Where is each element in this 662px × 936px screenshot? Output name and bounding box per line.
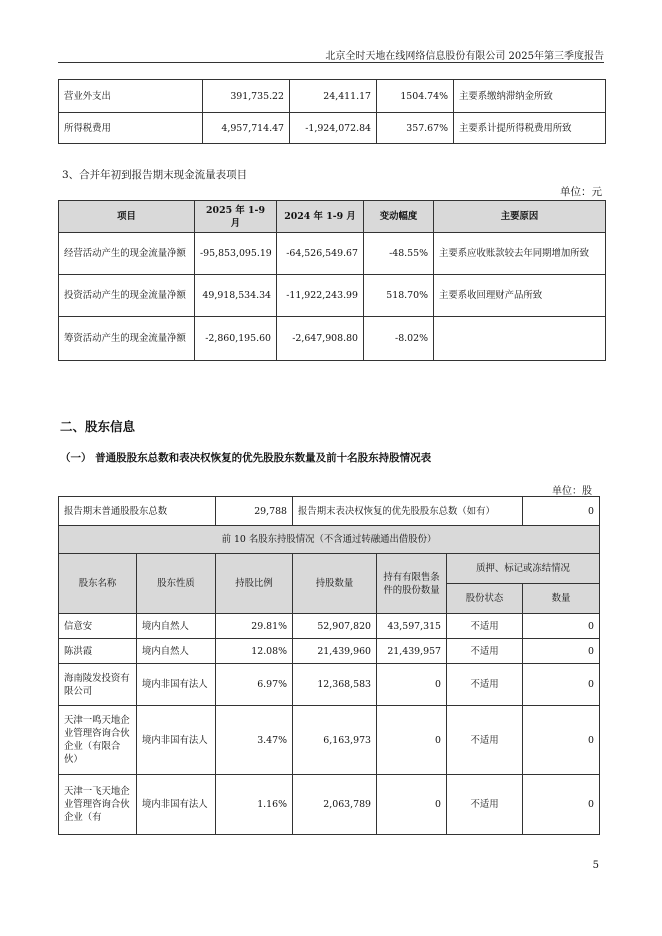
shareholder-ratio: 1.16% (216, 775, 293, 835)
shareholder-restricted: 0 (377, 775, 447, 835)
prior-cell: -1,924,072.84 (290, 113, 377, 144)
table-row (59, 614, 600, 639)
shareholder-name: 海南陵发投资有限公司 (59, 664, 137, 706)
cashflow-unit: 单位：元 (560, 186, 602, 198)
reason-cell: 主要系计提所得税费用所致 (454, 113, 606, 144)
header-cell: 股东性质 (137, 554, 216, 614)
table-row (59, 497, 600, 526)
header-cell: 数量 (523, 584, 600, 614)
current-cell: 4,957,714.47 (203, 113, 290, 144)
item-cell: 营业外支出 (59, 80, 203, 113)
income-items-table (58, 79, 606, 144)
section-heading: 二、股东信息 (60, 419, 136, 434)
current-cell: -2,860,195.60 (195, 317, 277, 361)
table-header-row (59, 201, 606, 233)
shareholder-qty: 21,439,960 (293, 639, 377, 664)
shareholder-nature: 境内自然人 (137, 614, 216, 639)
prior-cell: -2,647,908.80 (277, 317, 364, 361)
shareholder-count: 0 (523, 775, 600, 835)
header-cell: 持有有限售条件的股份数量 (377, 554, 447, 614)
subsection-heading: （一） 普通股股东总数和表决权恢复的优先股股东数量及前十名股东持股情况表 (60, 452, 432, 464)
reason-cell: 主要系缴纳滞纳金所致 (454, 80, 606, 113)
total-shareholders-value: 29,788 (216, 497, 293, 526)
shareholder-restricted: 0 (377, 664, 447, 706)
header-cell: 持股数量 (293, 554, 377, 614)
shareholder-restricted: 0 (377, 706, 447, 775)
shareholder-status: 不适用 (447, 639, 523, 664)
shareholder-qty: 52,907,820 (293, 614, 377, 639)
table-row (59, 233, 606, 275)
shareholder-ratio: 12.08% (216, 639, 293, 664)
header-cell: 主要原因 (434, 201, 606, 233)
shareholder-ratio: 6.97% (216, 664, 293, 706)
shareholder-status: 不适用 (447, 775, 523, 835)
cashflow-section-title: 3、合并年初到报告期末现金流量表项目 (62, 169, 248, 181)
cashflow-table (58, 200, 606, 361)
shareholder-nature: 境内非国有法人 (137, 664, 216, 706)
shareholder-name: 信意安 (59, 614, 137, 639)
shareholder-name: 陈洪霞 (59, 639, 137, 664)
header-cell: 2025 年 1-9 月 (195, 201, 277, 233)
change-cell: -8.02% (364, 317, 434, 361)
shareholder-restricted: 43,597,315 (377, 614, 447, 639)
table-row (59, 706, 600, 775)
prior-cell: 24,411.17 (290, 80, 377, 113)
header-cell: 变动幅度 (364, 201, 434, 233)
change-cell: 357.67% (377, 113, 454, 144)
shareholder-count: 0 (523, 614, 600, 639)
pref-shareholders-value: 0 (523, 497, 600, 526)
shareholder-ratio: 29.81% (216, 614, 293, 639)
current-cell: 391,735.22 (203, 80, 290, 113)
item-cell: 筹资活动产生的现金流量净额 (59, 317, 195, 361)
header-cell: 项目 (59, 201, 195, 233)
shareholder-table (58, 496, 600, 835)
item-cell: 所得税费用 (59, 113, 203, 144)
shareholder-count: 0 (523, 639, 600, 664)
shareholder-name: 天津一飞天地企业管理咨询合伙企业（有 (59, 775, 137, 835)
shareholder-status: 不适用 (447, 706, 523, 775)
shareholder-status: 不适用 (447, 614, 523, 639)
shareholder-table-container (58, 496, 600, 841)
table-row (59, 664, 600, 706)
header-divider (58, 62, 604, 63)
table-row (59, 80, 606, 113)
shareholder-nature: 境内非国有法人 (137, 775, 216, 835)
reason-cell (434, 317, 606, 361)
header-cell: 股东名称 (59, 554, 137, 614)
top10-title: 前 10 名股东持股情况（不含通过转融通出借股份） (59, 526, 600, 554)
table-row (59, 317, 606, 361)
reason-cell: 主要系收回理财产品所致 (434, 275, 606, 317)
shareholder-count: 0 (523, 664, 600, 706)
change-cell: 518.70% (364, 275, 434, 317)
shareholder-name: 天津一鸣天地企业管理咨询合伙企业（有限合伙） (59, 706, 137, 775)
page-number: 5 (592, 860, 599, 871)
table-row (59, 639, 600, 664)
reason-cell: 主要系应收账款较去年同期增加所致 (434, 233, 606, 275)
header-cell: 持股比例 (216, 554, 293, 614)
shareholder-qty: 6,163,973 (293, 706, 377, 775)
total-shareholders-label: 报告期末普通股股东总数 (59, 497, 216, 526)
shareholder-count: 0 (523, 706, 600, 775)
header-cell: 股份状态 (447, 584, 523, 614)
shareholder-qty: 2,063,789 (293, 775, 377, 835)
header-cell: 质押、标记或冻结情况 (447, 554, 600, 584)
table-row (59, 113, 606, 144)
table-header-row (59, 554, 600, 584)
current-cell: 49,918,534.34 (195, 275, 277, 317)
prior-cell: -11,922,243.99 (277, 275, 364, 317)
pref-shareholders-label: 报告期末表决权恢复的优先股股东总数（如有） (293, 497, 523, 526)
table-row (59, 775, 600, 835)
item-cell: 经营活动产生的现金流量净额 (59, 233, 195, 275)
shareholder-nature: 境内非国有法人 (137, 706, 216, 775)
table-row (59, 526, 600, 554)
table-row (59, 275, 606, 317)
change-cell: 1504.74% (377, 80, 454, 113)
shareholder-nature: 境内自然人 (137, 639, 216, 664)
shareholder-qty: 12,368,583 (293, 664, 377, 706)
current-cell: -95,853,095.19 (195, 233, 277, 275)
prior-cell: -64,526,549.67 (277, 233, 364, 275)
shareholder-unit: 单位：股 (552, 486, 592, 497)
shareholder-ratio: 3.47% (216, 706, 293, 775)
header-cell: 2024 年 1-9 月 (277, 201, 364, 233)
shareholder-restricted: 21,439,957 (377, 639, 447, 664)
shareholder-status: 不适用 (447, 664, 523, 706)
report-header: 北京全时天地在线网络信息股份有限公司 2025年第三季度报告 (325, 51, 604, 62)
item-cell: 投资活动产生的现金流量净额 (59, 275, 195, 317)
change-cell: -48.55% (364, 233, 434, 275)
